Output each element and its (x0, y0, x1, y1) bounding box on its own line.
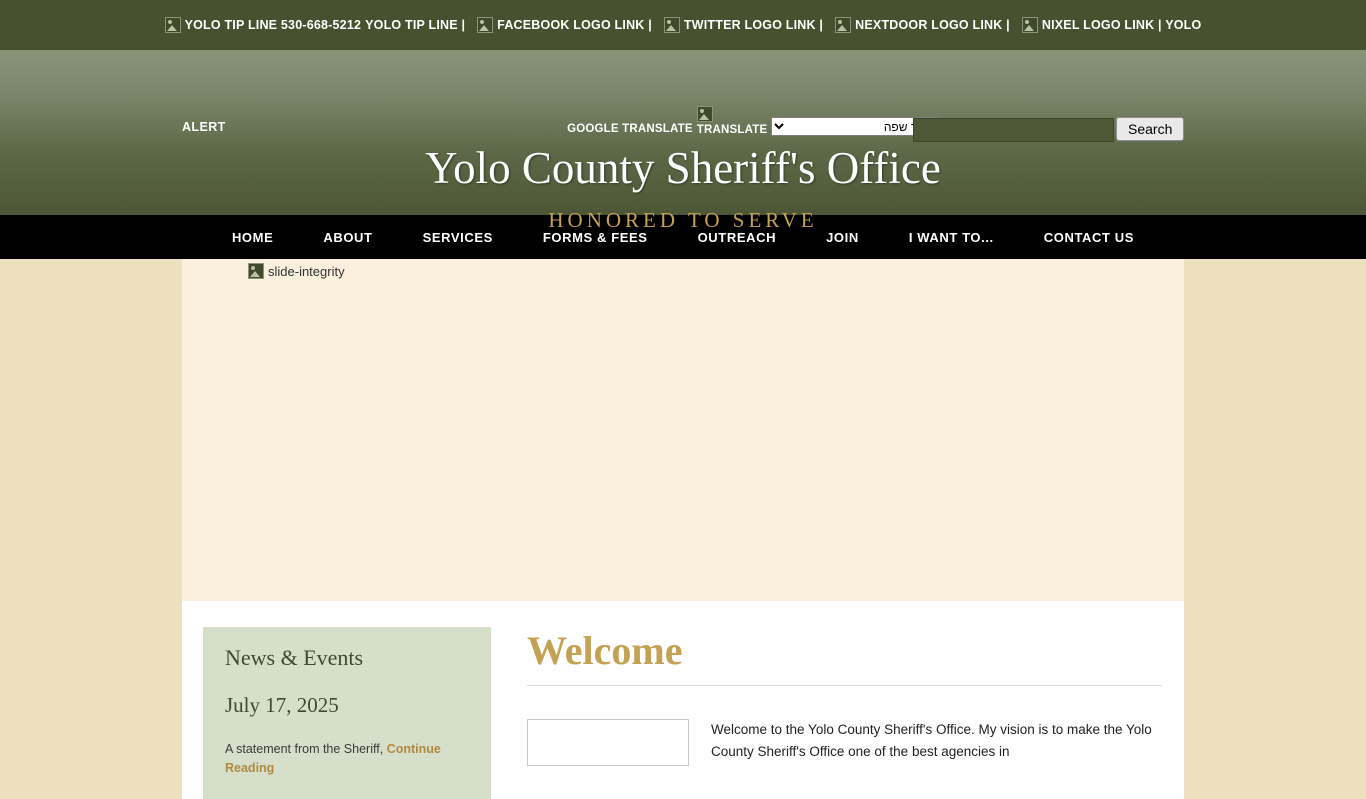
nav-item-i-want-to[interactable]: I WANT TO... (908, 229, 994, 245)
continue-reading-link[interactable]: Continue Reading (225, 742, 441, 776)
google-translate-widget (505, 106, 939, 136)
twitter-logo-link[interactable] (658, 17, 829, 33)
nav-item-home[interactable]: HOME (231, 229, 274, 245)
page-title: Yolo County Sheriff's Office (425, 143, 941, 193)
slide-alt-text: slide-integrity (268, 263, 345, 279)
nextdoor-logo-link[interactable] (829, 17, 1016, 33)
news-events-date: July 17, 2025 (225, 693, 339, 717)
broken-image-icon (248, 263, 264, 279)
news-events-excerpt-text: A statement from the Sheriff, (225, 742, 384, 756)
twitter-alt-text: TWITTER LOGO LINK | (683, 18, 824, 32)
welcome-column (491, 627, 1184, 799)
search-button[interactable]: Search (1116, 117, 1184, 141)
content-container (182, 259, 1184, 799)
nav-item-about[interactable]: ABOUT (323, 229, 373, 245)
top-social-bar-inner (159, 17, 1208, 33)
welcome-heading: Welcome (527, 627, 1162, 686)
powered-by-label: Powered by (505, 123, 564, 135)
hero-slider[interactable] (182, 259, 1184, 601)
tip-line-link[interactable] (159, 17, 472, 33)
slide-integrity-image (248, 263, 345, 279)
news-events-sidebar (203, 627, 491, 799)
site-title-block (182, 143, 1184, 233)
nav-item-forms-fees[interactable]: FORMS & FEES (542, 229, 648, 245)
search-box[interactable] (913, 118, 1114, 142)
facebook-logo-link[interactable] (471, 17, 658, 33)
nextdoor-alt-text: NEXTDOOR LOGO LINK | (855, 18, 1010, 32)
sheriff-photo (527, 719, 689, 766)
tip-line-alt-text: YOLO TIP LINE 530-668-5212 (184, 18, 362, 32)
broken-image-icon (664, 17, 680, 33)
welcome-body (527, 719, 1162, 766)
nixel-alt-text: NIXEL LOGO LINK | YOLO (1041, 18, 1202, 32)
translate-alt-text: TRANSLATE (696, 124, 768, 136)
tip-line-suffix-text: YOLO TIP LINE | (365, 18, 466, 32)
nav-item-contact-us[interactable]: CONTACT US (1043, 229, 1135, 245)
site-tagline: HONORED TO SERVE (548, 208, 818, 232)
nav-item-outreach[interactable]: OUTREACH (697, 229, 777, 245)
search-input[interactable] (914, 119, 1113, 141)
nav-item-services[interactable]: SERVICES (422, 229, 493, 245)
nav-item-join[interactable]: JOIN (826, 229, 859, 245)
broken-image-icon (835, 17, 851, 33)
broken-image-icon (697, 106, 713, 122)
broken-image-icon (165, 17, 181, 33)
alert-link[interactable]: ALERT (182, 120, 226, 134)
top-social-bar (0, 0, 1366, 50)
news-events-excerpt (225, 740, 469, 779)
nixel-logo-link[interactable] (1016, 17, 1208, 33)
google-translate-label: GOOGLE TRANSLATE (567, 123, 693, 135)
site-header (0, 50, 1366, 232)
main-columns (182, 601, 1184, 799)
welcome-text: Welcome to the Yolo County Sheriff's Office. My vision is to make the Yolo County Sheriff's Office one of the best agencies in (711, 722, 1152, 759)
translate-broken-image (697, 106, 768, 136)
news-events-title: News & Events (225, 645, 364, 670)
broken-image-icon (1022, 17, 1038, 33)
broken-image-icon (477, 17, 493, 33)
facebook-alt-text: FACEBOOK LOGO LINK | (497, 18, 652, 32)
